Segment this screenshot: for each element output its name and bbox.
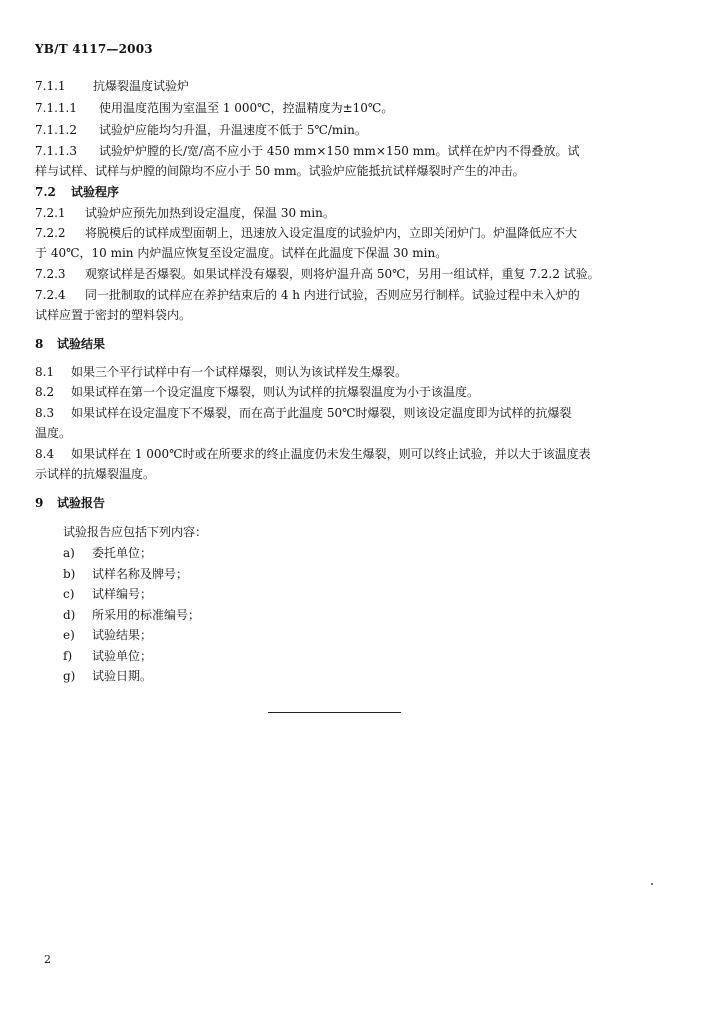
clause-number: 7.1.1 [35, 79, 66, 93]
section-number: 7.2 [35, 185, 56, 199]
report-intro: 试验报告应包括下列内容： [63, 525, 208, 539]
item-label: f) [63, 649, 73, 663]
standard-code: YB/T 4117—2003 [35, 42, 153, 56]
end-divider [268, 712, 401, 713]
item-label: d) [63, 608, 76, 622]
clause-text: 试验炉炉膛的长/宽/高不应小于 450 mm×150 mm×150 mm。试样在炉内不得叠放。试 [99, 144, 580, 158]
clause-text: 将脱模后的试样成型面朝上，迅速放入设定温度的试验炉内，立即关闭炉门。炉温降低应不大 [85, 226, 578, 240]
clause-7-2-3 [35, 266, 600, 282]
clause-number: 7.2.3 [35, 267, 66, 281]
item-label: g) [63, 669, 76, 683]
clause-7-1-1-3-cont: 样与试样、试样与炉膛的间隙均不应小于 50 mm。试验炉应能抵抗试样爆裂时产生的冲击。 [35, 164, 525, 178]
section-number: 8 [35, 337, 44, 351]
clause-7-2-2-cont: 于 40℃，10 min 内炉温应恢复至设定温度。试样在此温度下保温 30 min。 [35, 246, 448, 260]
clause-7-2-4-cont: 试样应置于密封的塑料袋内。 [35, 308, 192, 322]
clause-text: 试验炉应能均匀升温，升温速度不低于 5℃/min。 [99, 123, 367, 137]
clause-number: 7.2.2 [35, 226, 66, 240]
section-7-2-heading [35, 184, 119, 200]
item-label: b) [63, 567, 76, 581]
clause-number: 8.3 [35, 406, 55, 420]
clause-8-2 [35, 384, 479, 400]
report-item [63, 668, 152, 684]
item-label: c) [63, 587, 75, 601]
scan-speck [651, 883, 653, 885]
clause-8-4 [35, 446, 591, 462]
clause-8-4-cont: 示试样的抗爆裂温度。 [35, 467, 156, 481]
clause-7-1-1-3 [35, 143, 579, 159]
item-label: e) [63, 628, 75, 642]
report-item [63, 586, 152, 602]
section-title: 试验报告 [57, 496, 106, 510]
clause-number: 8.1 [35, 365, 55, 379]
clause-7-2-4 [35, 287, 580, 303]
item-text: 试验日期。 [92, 669, 153, 683]
section-title: 试验结果 [57, 337, 106, 351]
page-number: 2 [44, 953, 51, 966]
report-item [63, 545, 152, 561]
clause-text: 试验炉应预先加热到设定温度，保温 30 min。 [85, 206, 335, 220]
section-number: 9 [35, 496, 44, 510]
clause-number: 7.1.1.2 [35, 123, 77, 137]
clause-text: 同一批制取的试样应在养护结束后的 4 h 内进行试验，否则应另行制样。试验过程中未入炉的 [85, 288, 580, 302]
report-item [63, 566, 188, 582]
clause-7-2-1 [35, 205, 335, 221]
clause-text: 抗爆裂温度试验炉 [93, 79, 190, 93]
report-item [63, 627, 152, 643]
clause-number: 7.2.1 [35, 206, 66, 220]
clause-number: 7.1.1.1 [35, 101, 77, 115]
clause-text: 如果试样在 1 000℃时或在所要求的终止温度仍未发生爆裂，则可以终止试验，并以大于该温度表 [71, 447, 591, 461]
item-text: 试验单位； [92, 649, 153, 663]
clause-text: 如果三个平行试样中有一个试样爆裂，则认为该试样发生爆裂。 [71, 365, 408, 379]
item-text: 试样名称及牌号； [92, 567, 189, 581]
item-text: 试样编号； [92, 587, 153, 601]
clause-text: 如果试样在第一个设定温度下爆裂，则认为试样的抗爆裂温度为小于该温度。 [71, 385, 480, 399]
section-8-heading [35, 336, 105, 352]
clause-7-1-1-2 [35, 122, 367, 138]
clause-text: 如果试样在设定温度下不爆裂，而在高于此温度 50℃时爆裂，则该设定温度即为试样的抗爆裂 [71, 406, 572, 420]
item-text: 所采用的标准编号； [92, 608, 201, 622]
clause-7-1-1 [35, 78, 189, 94]
clause-8-3-cont: 温度。 [35, 426, 72, 440]
clause-number: 8.2 [35, 385, 55, 399]
clause-7-2-2 [35, 225, 577, 241]
clause-number: 7.1.1.3 [35, 144, 77, 158]
clause-8-3 [35, 405, 572, 421]
clause-text: 观察试样是否爆裂。如果试样没有爆裂，则将炉温升高 50℃，另用一组试样，重复 7.2.2 试验。 [85, 267, 600, 281]
report-item [63, 607, 200, 623]
clause-7-1-1-1 [35, 100, 393, 116]
clause-8-1 [35, 364, 407, 380]
item-label: a) [63, 546, 75, 560]
item-text: 委托单位； [92, 546, 153, 560]
clause-number: 8.4 [35, 447, 55, 461]
section-title: 试验程序 [71, 185, 120, 199]
report-item [63, 648, 152, 664]
item-text: 试验结果； [92, 628, 153, 642]
section-9-heading [35, 495, 105, 511]
clause-text: 使用温度范围为室温至 1 000℃，控温精度为±10℃。 [99, 101, 394, 115]
clause-number: 7.2.4 [35, 288, 66, 302]
